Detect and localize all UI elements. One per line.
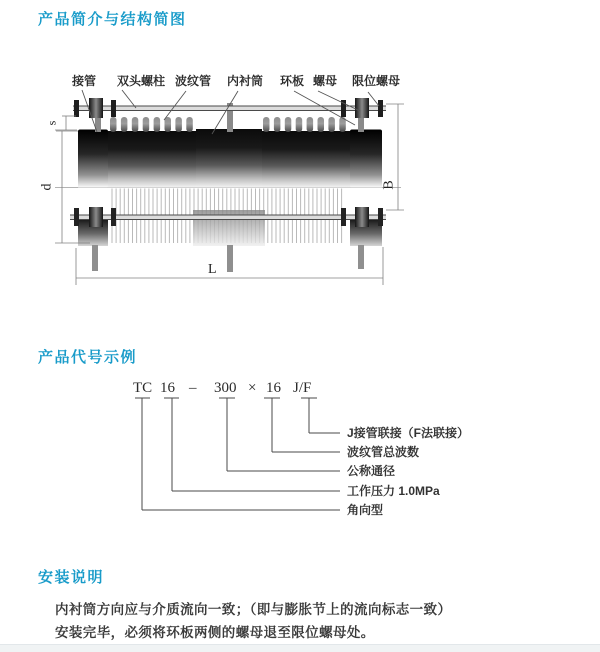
code-segment-waves: 16: [266, 380, 281, 396]
dim-label-d: d: [39, 183, 55, 191]
ring-plate-lower-right: [355, 207, 369, 227]
limit-nut-upper-right: [378, 100, 383, 117]
callout-nominal-diameter: 公称通径: [347, 464, 396, 478]
ring-plate-upper-right: [355, 98, 369, 118]
section-title-install: 安装说明: [38, 569, 105, 586]
part-label-connecting-pipe: 接管: [72, 74, 97, 88]
pipe-end-upper-right: [350, 130, 382, 188]
nut-lower-right-inner: [341, 208, 346, 226]
part-label-ring-plate: 环板: [280, 74, 305, 88]
callout-wave-count: 波纹管总波数: [347, 445, 420, 459]
part-label-stud-bolt: 双头螺柱: [117, 74, 166, 88]
callout-connection-type: J接管联接（F法联接）: [347, 426, 470, 440]
ring-plate-lower-left: [89, 207, 103, 227]
page-footer-strip: [0, 644, 600, 652]
dim-label-s: s: [44, 120, 59, 126]
pipe-end-upper-left: [78, 130, 108, 188]
nut-lower-left-inner: [111, 208, 116, 226]
part-label-nut: 螺母: [313, 74, 338, 88]
expansion-joint-drawing: [45, 62, 465, 302]
nut-upper-left-outer: [74, 100, 79, 117]
liner-upper-section: [196, 129, 262, 188]
code-segment-type: TC: [133, 380, 153, 396]
nut-lower-right-outer: [378, 208, 383, 226]
callout-working-pressure: 工作压力 1.0MPa: [347, 484, 440, 498]
stud-lower-right: [358, 245, 364, 269]
section-title-intro: 产品简介与结构简图: [38, 11, 187, 28]
stud-lower-left: [92, 245, 98, 271]
nut-upper-left-inner: [111, 100, 116, 117]
section-title-code: 产品代号示例: [38, 349, 138, 366]
tie-rod-lower: [70, 215, 386, 220]
part-label-bellows: 波纹管: [175, 74, 212, 88]
callout-angular-type: 角向型: [347, 503, 384, 517]
nut-lower-left-outer: [74, 208, 79, 226]
code-segment-dash: –: [189, 380, 197, 396]
stud-lower-center: [227, 245, 233, 272]
install-instruction-2: 安装完毕，必须将环板两侧的螺母退至限位螺母处。: [55, 625, 375, 640]
code-segment-diameter: 300: [214, 380, 237, 396]
code-tree-lines: [0, 376, 600, 536]
dim-label-L: L: [208, 262, 217, 277]
code-segment-pressure: 16: [160, 380, 175, 396]
structure-diagram: [39, 62, 465, 302]
code-segment-times: ×: [248, 380, 257, 396]
part-label-inner-liner: 内衬筒: [227, 74, 264, 88]
tie-rod-upper: [73, 106, 386, 111]
install-instruction-1: 内衬筒方向应与介质流向一致；（即与膨胀节上的流向标志一致）: [55, 602, 452, 617]
dim-label-B: B: [381, 180, 397, 190]
code-segment-connection: J/F: [293, 380, 312, 396]
part-label-limit-nut: 限位螺母: [352, 74, 401, 88]
